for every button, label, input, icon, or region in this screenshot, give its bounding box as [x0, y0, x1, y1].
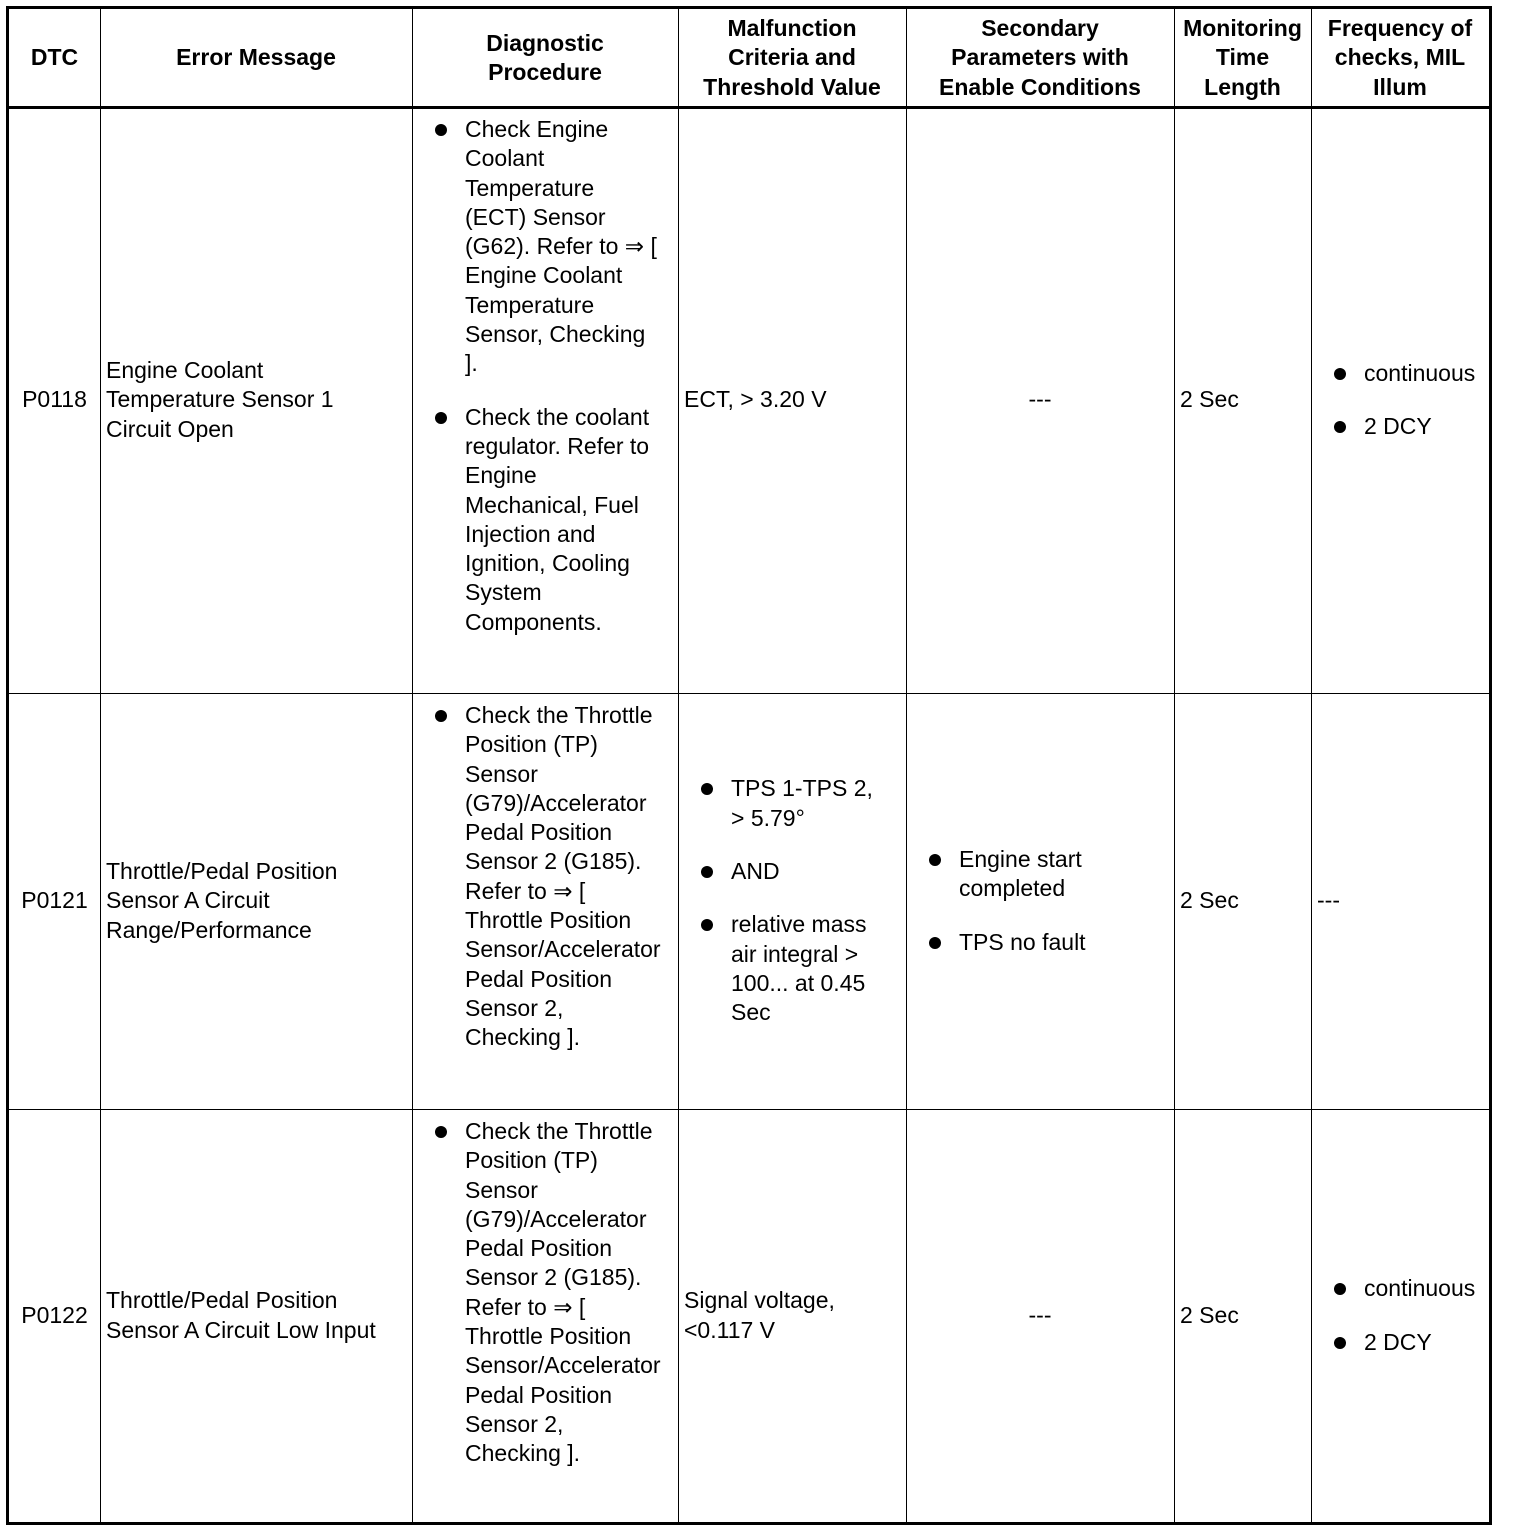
bullet-list [412, 701, 661, 1053]
header-line: Enable Conditions [939, 73, 1141, 100]
dtc-table [6, 6, 1492, 1525]
dtc-code: P0121 [21, 887, 88, 914]
list-item-line: Checking ]. [465, 1024, 581, 1051]
secondary-cell [906, 1109, 1174, 1522]
list-item-line: Components. [465, 608, 602, 635]
error-line: Sensor A Circuit Low Input [106, 1316, 376, 1343]
list-item-line: Sensor [465, 1176, 538, 1203]
header-line: checks, MIL [1334, 44, 1466, 71]
bullet-icon [435, 710, 447, 722]
list-item-line: Position (TP) [465, 731, 598, 758]
bullet-list [1311, 1274, 1475, 1357]
header-line: Parameters with [951, 44, 1129, 71]
list-item [1311, 1274, 1475, 1303]
malfunction-line: Signal voltage, [684, 1287, 835, 1314]
header-line: Frequency of [1327, 15, 1473, 42]
header-malfunction [678, 9, 906, 107]
list-item-line: Coolant [465, 145, 545, 172]
list-item-line: TPS 1-TPS 2, [731, 775, 873, 802]
list-item [678, 910, 873, 1027]
frequency-cell [1311, 693, 1489, 1109]
list-item-line: Pedal Position [465, 1235, 613, 1262]
list-item [412, 403, 657, 637]
list-item-line: 2 DCY [1364, 1328, 1432, 1355]
list-item-line: Check the coolant [465, 403, 650, 430]
header-line: Error Message [176, 44, 336, 71]
bullet-icon [701, 783, 713, 795]
frequency-cell [1311, 1109, 1489, 1522]
header-line: Diagnostic [486, 29, 604, 56]
header-procedure [412, 9, 678, 107]
bullet-icon [701, 919, 713, 931]
list-item [678, 857, 873, 886]
secondary-cell [906, 693, 1174, 1109]
error-line: Circuit Open [106, 415, 234, 442]
header-line: Criteria and [728, 44, 856, 71]
list-item [1311, 359, 1475, 388]
list-item-line: continuous [1364, 359, 1476, 386]
list-item-line: AND [731, 858, 780, 885]
secondary-cell [906, 107, 1174, 693]
list-item-line: Sensor 2, [465, 1410, 564, 1437]
error-message [100, 1109, 412, 1522]
list-item-line: Refer to ⇒ [ [465, 877, 586, 904]
malfunction-line: ECT, > 3.20 V [684, 386, 827, 413]
diagnostic-procedure [412, 1109, 678, 1522]
frequency-line: --- [1317, 887, 1340, 914]
list-item-line: Engine start [959, 846, 1082, 873]
list-item-line: ]. [465, 350, 478, 377]
list-item-line: Injection and [465, 520, 596, 547]
diagnostic-procedure [412, 107, 678, 693]
error-line: Throttle/Pedal Position [106, 1287, 338, 1314]
header-line: Malfunction [727, 15, 857, 42]
monitoring-time: 2 Sec [1180, 887, 1239, 914]
header-line: Monitoring [1183, 15, 1302, 42]
list-item [678, 774, 873, 833]
list-item-line: Sensor [465, 760, 538, 787]
monitoring-time: 2 Sec [1180, 386, 1239, 413]
list-item [412, 115, 657, 379]
bullet-icon [1334, 368, 1346, 380]
list-item-line: TPS no fault [959, 928, 1086, 955]
header-secondary [906, 9, 1174, 107]
monitoring-time: 2 Sec [1180, 1301, 1239, 1328]
list-item [412, 1117, 661, 1469]
list-item-line: Check the Throttle [465, 1118, 653, 1144]
error-message [100, 693, 412, 1109]
header-line: Length [1204, 73, 1281, 100]
list-item [412, 701, 661, 1053]
list-item-line: Refer to ⇒ [ [465, 1293, 586, 1320]
diagnostic-procedure [412, 693, 678, 1109]
error-line: Engine Coolant [106, 357, 264, 384]
bullet-icon [435, 124, 447, 136]
list-item-line: Pedal Position [465, 965, 613, 992]
list-item-line: continuous [1364, 1275, 1476, 1302]
list-item [1311, 412, 1475, 441]
list-item-line: Check Engine [465, 116, 609, 142]
bullet-list [412, 1117, 661, 1469]
list-item-line: Sensor 2 (G185). [465, 1264, 642, 1291]
list-item-line: Ignition, Cooling [465, 550, 630, 577]
dtc-code: P0122 [21, 1301, 88, 1328]
list-item-line: Sensor, Checking [465, 321, 646, 348]
header-line: Time [1215, 44, 1270, 71]
error-line: Range/Performance [106, 916, 312, 943]
error-line: Throttle/Pedal Position [106, 858, 338, 885]
list-item-line: Mechanical, Fuel [465, 491, 639, 518]
list-item [906, 928, 1086, 957]
header-line: Secondary [981, 15, 1099, 42]
bullet-icon [929, 854, 941, 866]
list-item-line: Engine Coolant [465, 262, 623, 289]
header-monitoring [1174, 9, 1311, 107]
list-item-line: Position (TP) [465, 1147, 598, 1174]
malfunction-cell [678, 1109, 906, 1522]
list-item-line: 2 DCY [1364, 413, 1432, 439]
list-item-line: (G79)/Accelerator [465, 1205, 647, 1232]
list-item-line: regulator. Refer to [465, 432, 650, 459]
list-item-line: Sensor 2 (G185). [465, 848, 642, 875]
bullet-icon [929, 937, 941, 949]
list-item-line: Temperature [465, 174, 595, 201]
list-item-line: > 5.79° [731, 804, 805, 831]
bullet-list [678, 774, 873, 1027]
header-line: Procedure [488, 59, 602, 85]
list-item-line: (G79)/Accelerator [465, 789, 647, 816]
error-line: Sensor A Circuit [106, 887, 270, 914]
list-item-line: Sensor/Accelerator [465, 936, 661, 963]
bullet-icon [1334, 1283, 1346, 1295]
list-item-line: Checking ]. [465, 1440, 581, 1467]
list-item-line: Throttle Position [465, 1323, 632, 1350]
bullet-list [906, 845, 1086, 957]
malfunction-cell [678, 107, 906, 693]
header-line: Illum [1373, 73, 1427, 100]
error-message [100, 107, 412, 693]
list-item-line: Engine [465, 462, 537, 489]
list-item-line: completed [959, 875, 1066, 902]
list-item-line: relative mass [731, 911, 867, 938]
bullet-list [412, 115, 657, 637]
header-line: Threshold Value [703, 73, 881, 100]
list-item-line: (G62). Refer to ⇒ [ [465, 233, 657, 260]
list-item-line: Pedal Position [465, 819, 613, 846]
list-item-line: (ECT) Sensor [465, 203, 606, 230]
list-item-line: Check the Throttle [465, 702, 653, 728]
secondary-line: --- [1028, 386, 1052, 413]
bullet-list [1311, 359, 1475, 442]
malfunction-cell [678, 693, 906, 1109]
list-item-line: air integral > [731, 940, 859, 967]
list-item-line: Temperature [465, 291, 595, 318]
error-line: Temperature Sensor 1 [106, 386, 334, 413]
list-item-line: Sensor/Accelerator [465, 1352, 661, 1379]
list-item-line: Pedal Position [465, 1381, 613, 1408]
list-item-line: Sec [731, 999, 771, 1026]
list-item [906, 845, 1086, 904]
list-item-line: 100... at 0.45 [731, 969, 866, 996]
bullet-icon [701, 866, 713, 878]
secondary-line: --- [1028, 1301, 1052, 1328]
bullet-icon [435, 412, 447, 424]
header-error [100, 9, 412, 107]
bullet-icon [1334, 1337, 1346, 1349]
list-item-line: System [465, 579, 542, 606]
dtc-code: P0118 [22, 386, 87, 413]
header-line: DTC [30, 44, 79, 71]
frequency-cell [1311, 107, 1489, 693]
list-item [1311, 1328, 1475, 1357]
header-frequency [1311, 9, 1489, 107]
malfunction-line: <0.117 V [684, 1316, 776, 1343]
list-item-line: Sensor 2, [465, 994, 564, 1021]
header-dtc [9, 9, 100, 107]
bullet-icon [435, 1126, 447, 1138]
list-item-line: Throttle Position [465, 907, 632, 934]
bullet-icon [1334, 421, 1346, 433]
